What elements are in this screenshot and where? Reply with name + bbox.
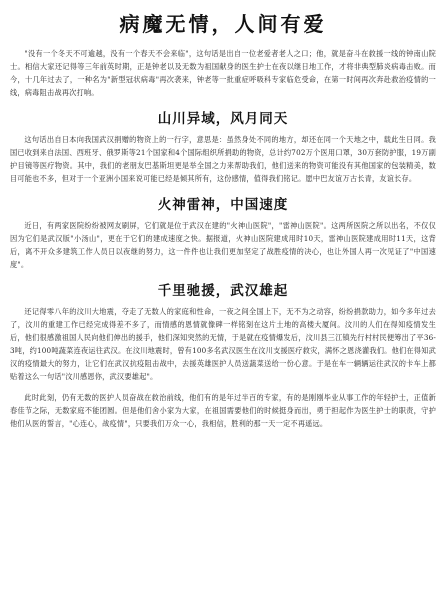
closing-paragraph: 此时此刻，仍有无数的医护人员奋战在救治前线，他们有的是年过半百的专家，有的是刚刚毕业从事工作的年轻护士，正值新春佳节之际，无数家庭不能团圆。但是他们舍小家为大家，在祖国需要他们的时候挺身而出，勇于担起作为医生护士的职责，守护他们从医的誓言，"心连心，战疫情"，只要我们万众一心，我相信，胜利的那一天一定不再遥远。 [10,393,436,428]
section-paragraph-3: 还记得零八年的汶川大地震，夺走了无数人的家庭和性命，一夜之间全国上下，无不为之动容，纷纷捐款助力，如今多年过去了，汶川的重建工作已经完成得差不多了，而情感的恩情就像碑一样铭刻在这片土地的高楼大厦间。汶川的人们在得知疫情发生后，他们很感激祖国人民向他们伸出的援手，他们深知突然的无情，于是就在疫情爆发后，汶川县三江镇先行村村民便筹出了平36-3吨，约100吨蔬菜连夜运往武汉。在汶川地震时，曾有100多名武汉医生在汶川支援医疗救灾，满怀之恩浇灌我们。他们在得知武汉的疫情最大的努力，让它们在武汉抗疫阻击战中，去援英雄医护人员送蔬菜送给一份心意。于是在车一辆辆运往武汉的卡车上都贴着这么一句话"汶川感恩你，武汉要雄起"。 [10,307,436,381]
section-heading-3: 千里驰援，武汉雄起 [157,283,289,299]
section-heading-2: 火神雷神，中国速度 [157,197,289,213]
section-paragraph-1: 这句话出自日本向我国武汉捐赠的物资上的一行字，意思是：虽然身处不同的地方，却还在同一个天地之中，载此生日同。我国已收到来自法国、西班牙、俄罗斯等21个国家和4个国际组织所捐助的物资，总计约702万个医用口罩，30万套防护服，19万副护目镜等医疗物资。其中，我们的老朋友巴基斯坦更是举全国之力来帮助我们，他们送来的物资可能没有其他国家的包装精美，数目可能也不多，但对于一个亚洲小国来说可能已经是倾其所有，这份感情，值得我们铭记。愿中巴友谊万古长青，友谊长存。 [10,135,436,183]
section-paragraph-2: 近日，有两家医院纷纷被网友刷屏，它们就是位于武汉在建的"火神山医院"，"雷神山医院"。这两所医院之所以出名，不仅仅因为它们是武汉版"小汤山"，更在于它们的建成速度之快。据报道，火神山医院建成用时10天，雷神山医院建成用时11天，这背后，离不开众多建筑工作人员日以夜继的努力，这一件件也让我们更加坚定了战胜疫情的决心，也让外国人再一次见证了"中国速度"。 [10,221,436,269]
document-title: 病魔无情，人间有爱 [119,12,327,36]
section-heading-1: 山川异域，风月同天 [157,111,289,127]
intro-paragraph: "没有一个冬天不可逾越，没有一个春天不会来临"，这句话是出自一位老爱者老人之口；他，就是奋斗在救援一线的钟南山院士。相信大家还记得等三年前英时期，正是钟老以及无数为祖国献身的医生护士在夜以继日地工作，才将非典型肺炎病毒击败。而今，十几年过去了，一种名为"新型冠状病毒"再次袭来，钟老等一批重症呼吸科专家临危受命，在第一时间再次奔赴救治疫情的一线，病毒阻击战再次打响。 [10,49,436,97]
